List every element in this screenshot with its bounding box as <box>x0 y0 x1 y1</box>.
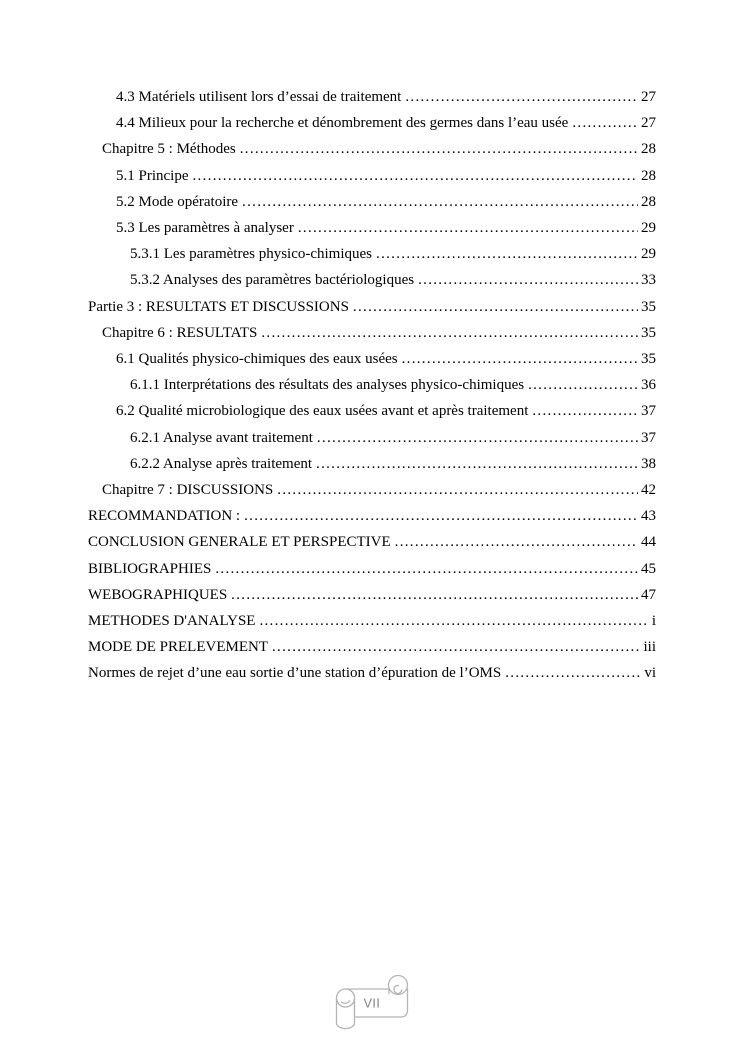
toc-entry-title: CONCLUSION GENERALE ET PERSPECTIVE <box>88 534 391 551</box>
toc-entry[interactable] <box>88 346 656 372</box>
toc-entry-title: MODE DE PRELEVEMENT <box>88 639 268 656</box>
toc-entry-page: 44 <box>641 534 656 551</box>
dot-leader <box>532 398 638 424</box>
dot-leader <box>316 451 638 477</box>
dot-leader <box>259 608 648 634</box>
toc-entry-title: 6.2.1 Analyse avant traitement <box>130 429 313 446</box>
toc-entry[interactable] <box>88 556 656 582</box>
toc-entry-title: 4.3 Matériels utilisent lors d’essai de traitement <box>116 89 402 105</box>
toc-entry-title: BIBLIOGRAPHIES <box>88 560 212 577</box>
toc-entry-page: 35 <box>641 351 656 368</box>
table-of-contents <box>88 84 656 687</box>
toc-entry-title: METHODES D'ANALYSE <box>88 613 256 630</box>
scroll-banner-icon <box>332 972 414 1038</box>
toc-entry[interactable] <box>88 110 656 136</box>
dot-leader <box>317 425 638 451</box>
dot-leader <box>231 582 638 608</box>
dot-leader <box>395 529 638 555</box>
toc-entry-title: 4.4 Milieux pour la recherche et dénombrement des germes dans l’eau usée <box>116 115 569 132</box>
toc-entry[interactable] <box>88 634 656 660</box>
toc-entry-page: 28 <box>641 141 656 158</box>
toc-entry-title: 5.1 Principe <box>116 167 189 184</box>
toc-entry-title: Normes de rejet d’une eau sortie d’une station d’épuration de l’OMS <box>88 665 502 682</box>
dot-leader <box>402 346 638 372</box>
toc-entry-page: i <box>651 613 656 630</box>
toc-entry-page: 37 <box>641 429 656 446</box>
toc-entry-title: 5.3.2 Analyses des paramètres bactériologiques <box>130 272 415 289</box>
toc-entry-title: 5.2 Mode opératoire <box>116 193 239 210</box>
toc-entry[interactable] <box>88 529 656 555</box>
toc-entry-title: 6.1.1 Interprétations des résultats des analyses physico-chimiques <box>130 377 525 394</box>
toc-entry[interactable] <box>88 294 656 320</box>
toc-entry-title: 5.3 Les paramètres à analyser <box>116 220 294 237</box>
toc-entry-page: 29 <box>641 246 656 263</box>
scroll-left-curl <box>336 989 354 1007</box>
toc-entry[interactable] <box>88 241 656 267</box>
dot-leader <box>353 294 638 320</box>
toc-entry-page: 38 <box>641 455 656 472</box>
toc-entry-page: 45 <box>641 560 656 577</box>
toc-entry-page: vi <box>644 665 656 682</box>
toc-entry-page: 28 <box>641 193 656 210</box>
toc-entry-page: 35 <box>641 324 656 341</box>
toc-entry-title: 6.2 Qualité microbiologique des eaux usées avant et après traitement <box>116 403 529 420</box>
dot-leader <box>261 320 638 346</box>
toc-entry[interactable] <box>88 451 656 477</box>
toc-entry-page: 36 <box>641 377 656 394</box>
toc-entry[interactable] <box>88 189 656 215</box>
toc-entry[interactable] <box>88 267 656 293</box>
toc-entry-title: RECOMMANDATION : <box>88 508 241 525</box>
toc-entry-title: WEBOGRAPHIQUES <box>88 586 228 603</box>
toc-entry[interactable] <box>88 215 656 241</box>
toc-entry[interactable] <box>88 582 656 608</box>
toc-entry[interactable] <box>88 372 656 398</box>
dot-leader <box>242 189 638 215</box>
toc-entry-page: 43 <box>641 508 656 525</box>
toc-entry-page: 47 <box>641 586 656 603</box>
toc-entry[interactable] <box>88 320 656 346</box>
page-footer <box>0 972 745 1038</box>
toc-entry[interactable] <box>88 608 656 634</box>
toc-entry[interactable] <box>88 136 656 162</box>
toc-entry[interactable] <box>88 84 656 110</box>
toc-entry-title: 6.2.2 Analyse après traitement <box>130 455 313 472</box>
footer-page-number: VII <box>363 996 380 1011</box>
dot-leader <box>215 556 638 582</box>
toc-entry[interactable] <box>88 163 656 189</box>
toc-entry-title: 6.1 Qualités physico-chimiques des eaux usées <box>116 351 398 368</box>
toc-entry-page: 37 <box>641 403 656 420</box>
dot-leader <box>193 163 639 189</box>
toc-entry-page: 27 <box>641 89 656 105</box>
toc-entry-title: Partie 3 : RESULTATS ET DISCUSSIONS <box>88 298 349 315</box>
toc-entry-title: 5.3.1 Les paramètres physico-chimiques <box>130 246 373 263</box>
toc-entry-page: 42 <box>641 482 656 499</box>
toc-entry-page: iii <box>643 639 656 656</box>
toc-entry-page: 29 <box>641 220 656 237</box>
dot-leader <box>298 215 638 241</box>
dot-leader <box>418 267 638 293</box>
dot-leader <box>405 84 638 110</box>
toc-entry-title: Chapitre 6 : RESULTATS <box>102 324 258 341</box>
dot-leader <box>272 634 640 660</box>
toc-entry-title: Chapitre 7 : DISCUSSIONS <box>102 482 274 499</box>
toc-entry[interactable] <box>88 425 656 451</box>
toc-entry[interactable] <box>88 503 656 529</box>
dot-leader <box>572 110 638 136</box>
dot-leader <box>528 372 638 398</box>
dot-leader <box>376 241 638 267</box>
toc-entry[interactable] <box>88 477 656 503</box>
toc-entry-page: 35 <box>641 298 656 315</box>
toc-entry-page: 27 <box>641 115 656 132</box>
dot-leader <box>505 660 641 686</box>
toc-entry[interactable] <box>88 660 656 686</box>
dot-leader <box>240 136 638 162</box>
toc-entry-title: Chapitre 5 : Méthodes <box>102 141 236 158</box>
toc-entry-page: 28 <box>641 167 656 184</box>
dot-leader <box>277 477 638 503</box>
toc-entry-page: 33 <box>641 272 656 289</box>
toc-entry[interactable] <box>88 398 656 424</box>
dot-leader <box>244 503 638 529</box>
scroll-banner-graphic <box>332 972 414 1038</box>
